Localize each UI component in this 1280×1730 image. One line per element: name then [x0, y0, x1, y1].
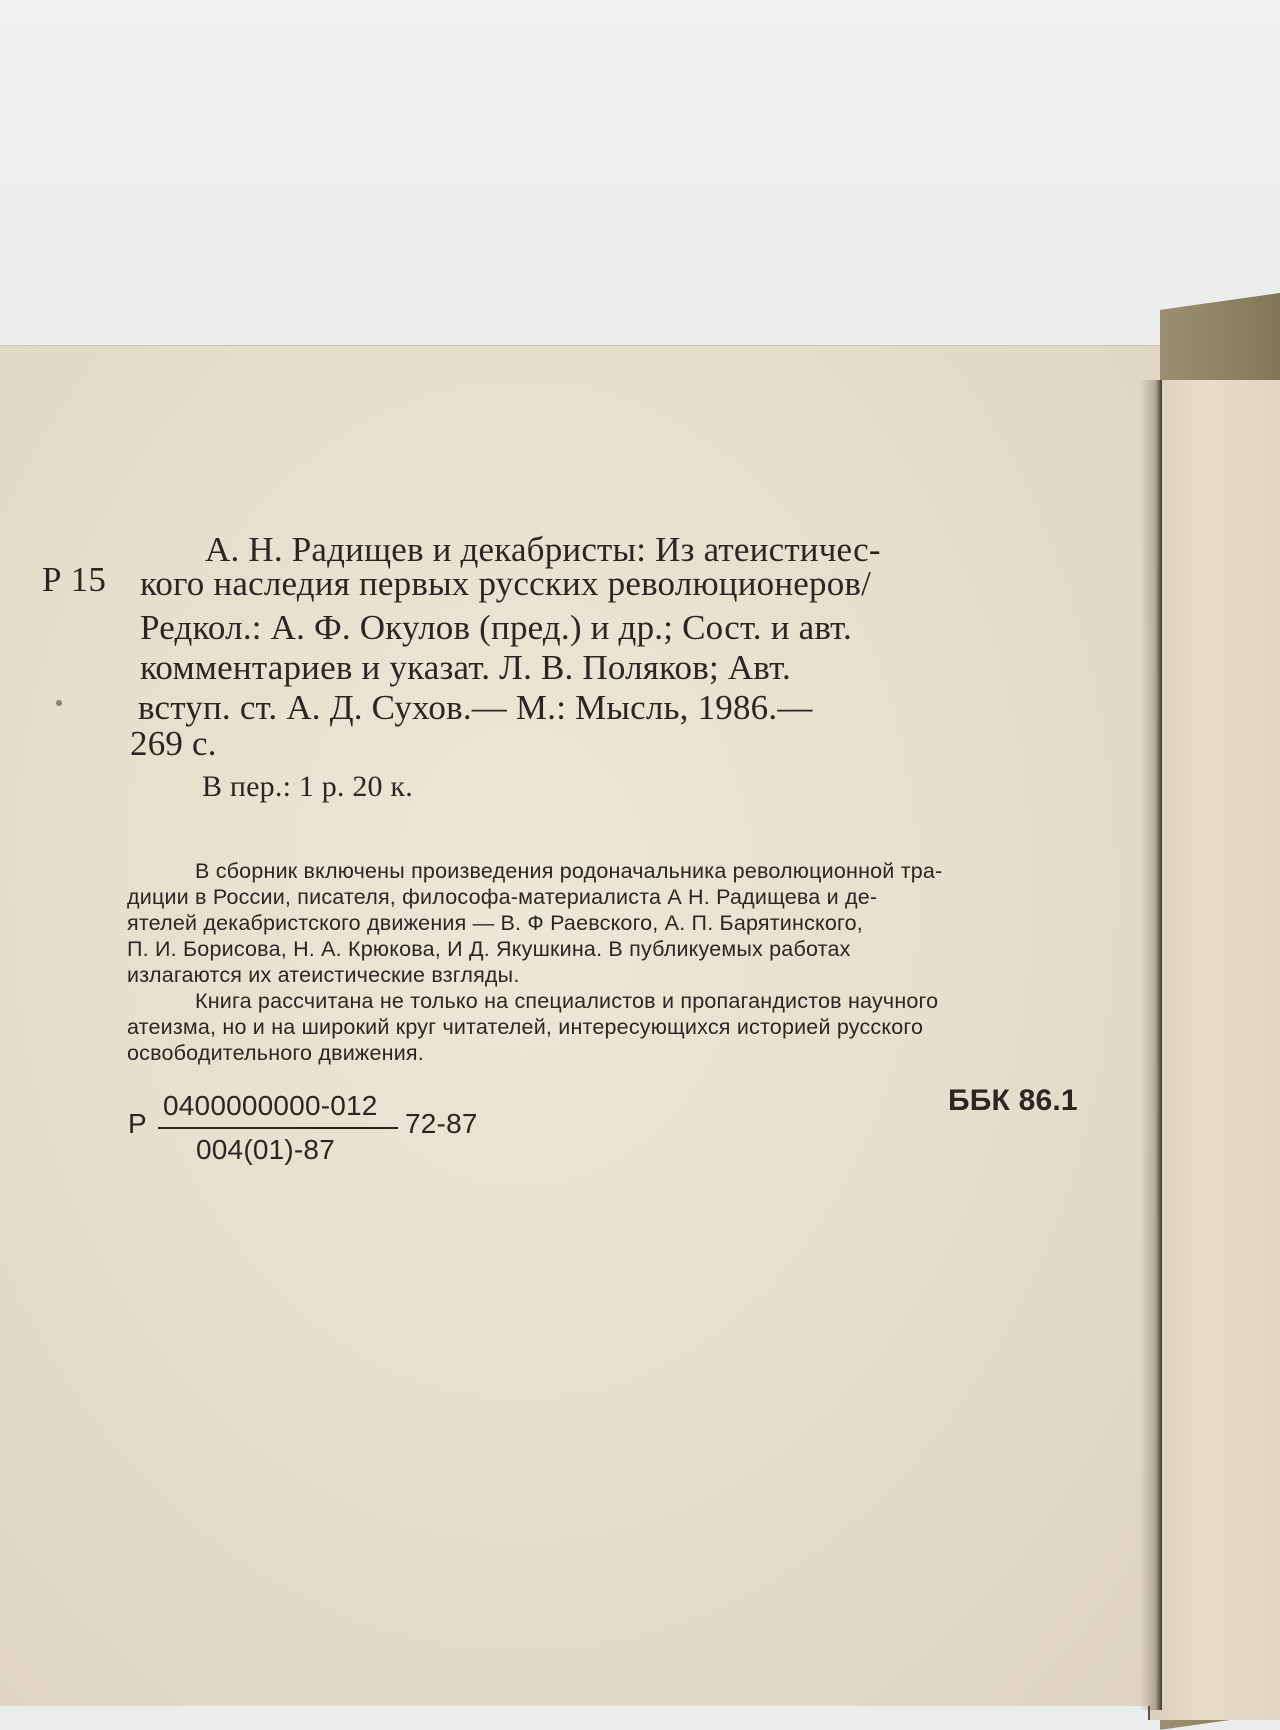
- annotation-line: ятелей декабристского движения — В. Ф Раевского, А. П. Барятинского,: [127, 911, 863, 935]
- classification-code: Р 15: [42, 560, 107, 599]
- price-line: В пер.: 1 р. 20 к.: [202, 770, 413, 803]
- bibliographic-line: комментариев и указат. Л. В. Поляков; Авт.: [140, 648, 791, 687]
- annotation-line: освободительного движения.: [127, 1041, 424, 1065]
- annotation-line: П. И. Борисова, Н. А. Крюкова, И Д. Якушкина. В публикуемых работах: [127, 937, 851, 961]
- index-fraction-line: [158, 1127, 398, 1129]
- index-denominator: 004(01)-87: [196, 1134, 335, 1165]
- index-numerator: 0400000000-012: [163, 1090, 378, 1121]
- annotation-line: Книга рассчитана не только на специалистов и пропагандистов научного: [195, 989, 939, 1013]
- bbk-code: ББК 86.1: [948, 1084, 1078, 1117]
- annotation-line: атеизма, но и на широкий круг читателей, интересующихся историей русского: [127, 1015, 924, 1039]
- bibliographic-line: кого наследия первых русских революционеров/: [140, 564, 872, 603]
- facing-page: [1148, 380, 1280, 1720]
- annotation-line: В сборник включены произведения родоначальника революционной тра-: [195, 859, 943, 883]
- bibliographic-line: Редкол.: А. Ф. Окулов (пред.) и др.; Сост. и авт.: [140, 608, 852, 647]
- page-gutter-shadow: [1140, 380, 1162, 1710]
- index-suffix: 72-87: [405, 1108, 478, 1139]
- bibliographic-line: А. Н. Радищев и декабристы: Из атеистичес-: [205, 530, 881, 569]
- paper-speck: [56, 700, 62, 706]
- annotation-line: диции в России, писателя, философа-материалиста А Н. Радищева и де-: [127, 885, 878, 909]
- index-letter: Р: [128, 1108, 147, 1139]
- bibliographic-line: вступ. ст. А. Д. Сухов.— М.: Мысль, 1986.—: [138, 688, 813, 727]
- bibliographic-line: 269 с.: [130, 724, 217, 763]
- annotation-line: излагаются их атеистические взгляды.: [127, 963, 520, 987]
